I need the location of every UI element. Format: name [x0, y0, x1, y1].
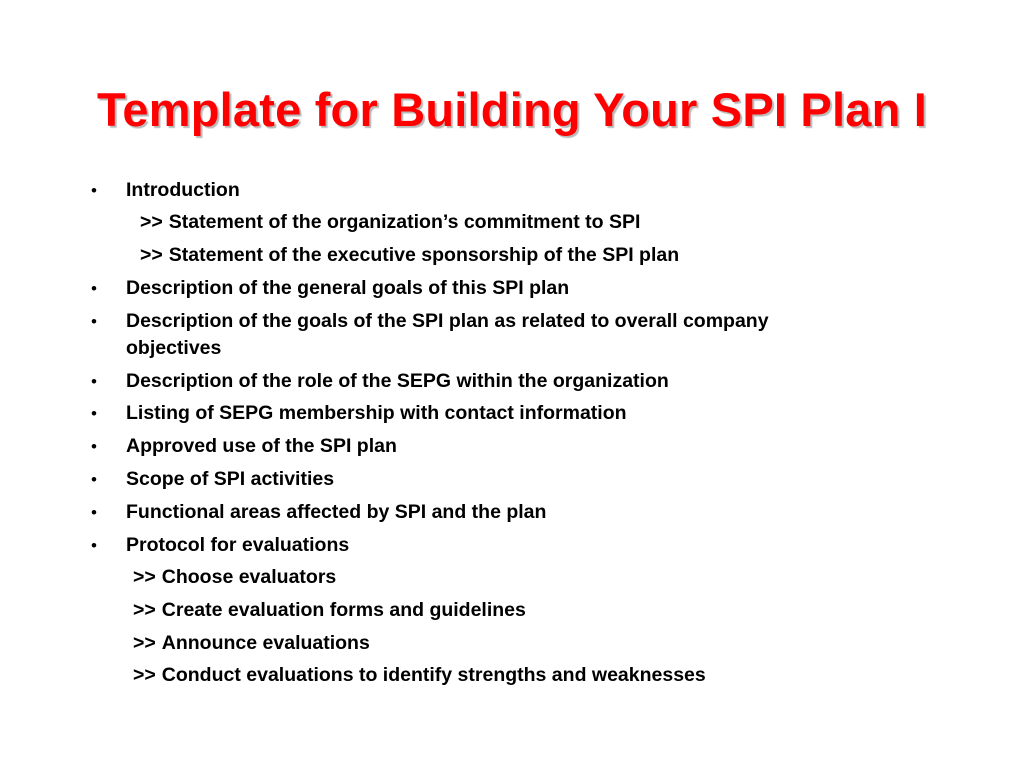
- bullet-item: [91, 433, 397, 460]
- bullet-item: [91, 499, 547, 526]
- bullet-dot-icon: •: [91, 312, 97, 331]
- bullet-text-continuation: objectives: [126, 337, 222, 359]
- sub-item: [133, 662, 706, 689]
- bullet-item: [91, 275, 570, 302]
- bullet-item: [91, 466, 335, 493]
- sub-marker: >>: [133, 664, 156, 686]
- bullet-item: [91, 532, 350, 559]
- bullet-dot-icon: •: [91, 404, 97, 423]
- sub-item: [140, 209, 640, 236]
- slide-title: Template for Building Your SPI Plan I: [97, 83, 927, 136]
- bullet-dot-icon: •: [91, 437, 97, 456]
- bullet-text: Functional areas affected by SPI and the plan: [126, 501, 547, 523]
- bullet-text: Scope of SPI activities: [126, 468, 335, 490]
- sub-item: [140, 242, 679, 269]
- sub-item-text: Statement of the executive sponsorship of the SPI plan: [168, 244, 680, 266]
- bullet-item: [91, 368, 669, 395]
- bullet-dot-icon: •: [91, 503, 97, 522]
- sub-marker: >>: [140, 211, 163, 233]
- bullet-item: [91, 177, 240, 204]
- bullet-dot-icon: •: [91, 181, 97, 200]
- bullet-item: [91, 400, 627, 427]
- bullet-text: Description of the role of the SEPG within the organization: [126, 370, 669, 392]
- bullet-text: Introduction: [126, 179, 240, 201]
- sub-item-text: Choose evaluators: [161, 566, 337, 588]
- bullet-text: Protocol for evaluations: [126, 534, 350, 556]
- bullet-dot-icon: •: [91, 536, 97, 555]
- sub-marker: >>: [140, 244, 163, 266]
- sub-item: [133, 630, 370, 657]
- sub-marker: >>: [133, 632, 156, 654]
- bullet-text: Listing of SEPG membership with contact information: [126, 402, 627, 424]
- bullet-text: Description of the general goals of this SPI plan: [126, 277, 570, 299]
- sub-marker: >>: [133, 599, 156, 621]
- sub-item: [133, 564, 336, 591]
- sub-item-text: Announce evaluations: [161, 632, 370, 654]
- sub-item-text: Statement of the organization’s commitment to SPI: [168, 211, 641, 233]
- bullet-text: Description of the goals of the SPI plan as related to overall company: [126, 310, 769, 332]
- bullet-dot-icon: •: [91, 279, 97, 298]
- sub-marker: >>: [133, 566, 156, 588]
- bullet-item: [91, 308, 769, 362]
- sub-item-text: Create evaluation forms and guidelines: [161, 599, 526, 621]
- sub-item-text: Conduct evaluations to identify strengths and weaknesses: [161, 664, 706, 686]
- bullet-text: Approved use of the SPI plan: [126, 435, 397, 457]
- bullet-dot-icon: •: [91, 470, 97, 489]
- bullet-dot-icon: •: [91, 372, 97, 391]
- sub-item: [133, 597, 526, 624]
